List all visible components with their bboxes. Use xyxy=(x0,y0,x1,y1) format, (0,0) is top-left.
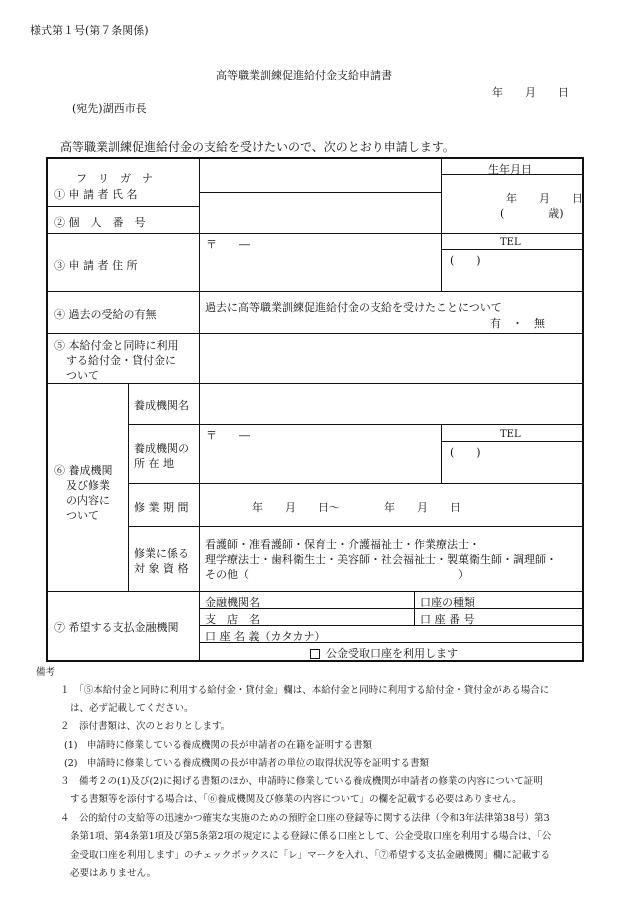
institution-postal[interactable]: 〒 ― xyxy=(206,429,250,442)
past-receipt-choice[interactable]: 有 ・ 無 xyxy=(490,317,545,330)
applicant-name-label: ① 申 請 者 氏 名 xyxy=(54,188,138,201)
application-date[interactable]: 年 月 日 xyxy=(492,86,569,99)
institution-tel-label: TEL xyxy=(500,429,521,440)
concurrent-benefit-label-2: する給付金・貸付金に xyxy=(66,354,176,367)
institution-location-label-1: 養成機関の xyxy=(134,442,189,455)
institution-location-label-2: 所 在 地 xyxy=(134,457,174,470)
personal-number-label: ② 個 人 番 号 xyxy=(54,216,146,229)
age-value[interactable]: ( 歳) xyxy=(500,207,564,220)
bank-section-label: ⑦ 希望する支払金融機関 xyxy=(54,621,179,634)
note-1a: １ 「⑤本給付金と同時に利用する給付金・貸付金」欄は、本給付金と同時に利用する給付金・貸付金がある場合に xyxy=(60,685,550,696)
institution-tel-value[interactable]: ( ) xyxy=(450,446,481,459)
note-3b: する書類等を添付する場合は、「⑥養成機関及び修業の内容について」の欄を記載する必要はありません。 xyxy=(70,794,522,805)
qualification-options-3[interactable]: その他（ ） xyxy=(205,568,469,581)
account-number-label: 口 座 番 号 xyxy=(420,613,475,626)
account-holder-label: 口 座 名 義（カタカナ） xyxy=(205,630,326,643)
institution-name-label: 養成機関名 xyxy=(134,399,189,412)
note-4d: 必要はありません。 xyxy=(70,868,157,879)
note-2-2: (2) 申請時に修業している養成機関の長が申請者の単位の取得状況等を証明する書類 xyxy=(64,758,429,769)
notes-title: 備考 xyxy=(36,667,56,678)
training-content-label-4: ついて xyxy=(66,509,99,522)
qualification-label-1: 修業に係る xyxy=(134,547,189,560)
qualification-options-2[interactable]: 理学療法士・歯科衛生士・美容師・社会福祉士・製菓衛生師・調理師・ xyxy=(205,553,557,566)
tel-value[interactable]: ( ) xyxy=(450,254,481,267)
birth-date-label: 生年月日 xyxy=(488,163,532,176)
form-number: 様式第１号(第７条関係) xyxy=(30,24,149,37)
note-2-1: (1) 申請時に修業している養成機関の長が申請者の在籍を証明する書類 xyxy=(64,740,372,751)
past-receipt-label: ④ 過去の受給の有無 xyxy=(54,308,157,321)
addressee: (宛先)湖西市長 xyxy=(72,102,147,115)
note-3a: ３ 備考２の(1)及び(2)に掲げる書類のほか、申請時に修業している養成機関が申請者の修業の内容について証明 xyxy=(60,776,543,787)
note-4c: 金受取口座を利用します」のチェックボックスに「レ」マークを入れ、「⑦希望する支払金融機関」欄に記載する xyxy=(70,850,550,861)
form-title: 高等職業訓練促進給付金支給申請書 xyxy=(216,69,392,82)
training-content-label-3: の内容に xyxy=(66,494,110,507)
training-content-label-1: ⑥ 養成機関 xyxy=(54,464,113,477)
public-account-label: 公金受取口座を利用します xyxy=(326,647,458,660)
intro-text: 高等職業訓練促進給付金の支給を受けたいので、次のとおり申請します。 xyxy=(60,140,455,154)
furigana-label: フ リ ガ ナ xyxy=(76,172,153,185)
note-4a: ４ 公的給付の支給等の迅速かつ確実な実施のための預貯金口座の登録等に関する法律（令和3年法律第38号）第3 xyxy=(60,813,550,824)
note-4b: 条第1項、第4条第1項及び第5条第2項の規定による登録に係る口座として、公金受取口座を利用する場合は、「公 xyxy=(70,831,552,842)
past-receipt-text: 過去に高等職業訓練促進給付金の支給を受けたことについて xyxy=(205,301,502,314)
bank-name-label: 金融機関名 xyxy=(205,596,260,609)
concurrent-benefit-label-1: ⑤ 本給付金と同時に利用 xyxy=(54,339,179,352)
account-type-label: 口座の種類 xyxy=(420,596,475,609)
qualification-label-2: 対 象 資 格 xyxy=(134,562,189,575)
concurrent-benefit-label-3: ついて xyxy=(66,369,99,382)
birth-date-value[interactable]: 年 月 日 xyxy=(506,192,583,205)
branch-name-label: 支 店 名 xyxy=(205,613,260,626)
training-period-value[interactable]: 年 月 日〜 年 月 日 xyxy=(252,501,461,514)
applicant-address-label: ③ 申 請 者 住 所 xyxy=(54,259,138,272)
checkbox-icon[interactable] xyxy=(310,649,320,659)
training-content-label-2: 及び修業 xyxy=(66,479,110,492)
training-period-label: 修 業 期 間 xyxy=(134,501,189,514)
qualification-options-1[interactable]: 看護師・准看護師・保育士・介護福祉士・作業療法士・ xyxy=(205,538,480,551)
public-account-checkbox[interactable] xyxy=(310,645,458,661)
note-2: ２ 添付書類は、次のとおりとします。 xyxy=(60,721,231,732)
postal-code[interactable]: 〒 ― xyxy=(206,238,250,251)
note-1b: は、必ず記載してください。 xyxy=(70,703,194,714)
tel-label: TEL xyxy=(500,237,521,248)
